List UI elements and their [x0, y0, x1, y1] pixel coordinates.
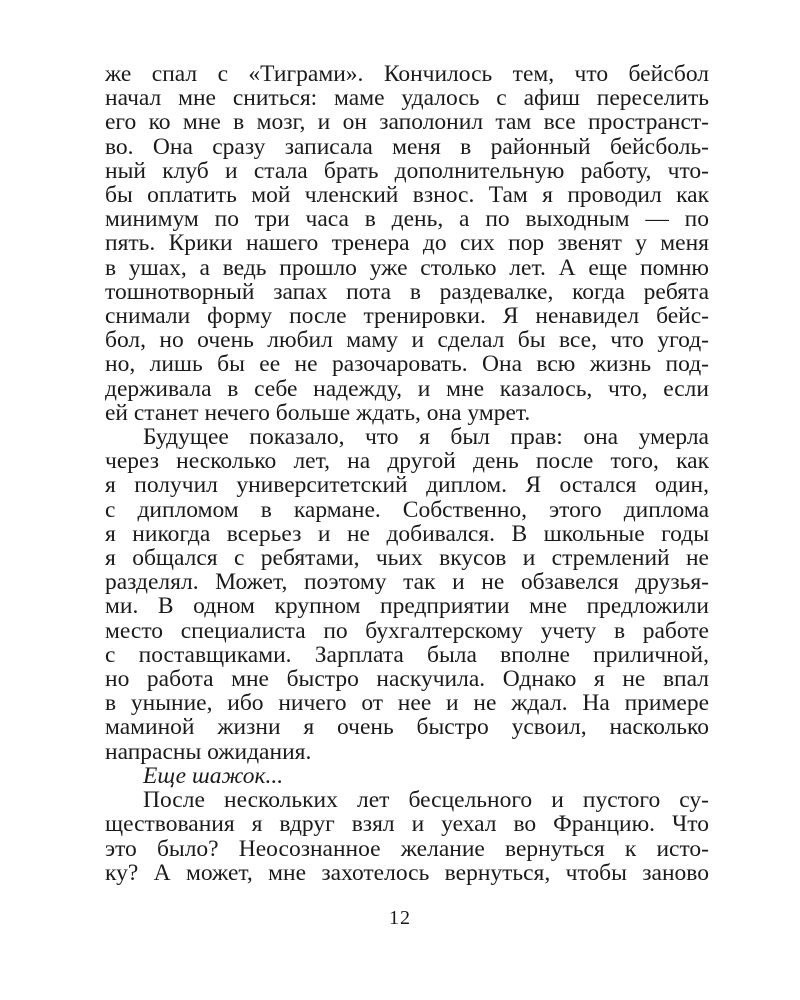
text-line: место специалиста по бухгалтерскому учету в работе: [105, 618, 709, 643]
text-line: разделял. Может, поэтому так и не обзавелся друзья-: [105, 570, 709, 595]
text-line: снимали форму после тренировки. Я ненавидел бейс-: [105, 304, 709, 329]
text-line: маминой жизни я очень быстро усвоил, насколько: [105, 715, 709, 740]
body-text: [105, 62, 709, 885]
text-line: ей станет нечего больше ждать, она умрет.: [105, 400, 531, 426]
italic-line: Еще шажок...: [143, 763, 284, 789]
text-line: После нескольких лет бесцельного и пустого су-: [143, 788, 709, 813]
text-line: бы оплатить мой членский взнос. Там я проводил как: [105, 183, 709, 208]
text-line: с поставщиками. Зарплата была вполне приличной,: [105, 642, 709, 668]
text-line: Будущее показало, что я был прав: она умерла: [143, 425, 709, 450]
text-line: держивала в себе надежду, и мне казалось, что, если: [105, 376, 709, 401]
text-line: ку? А может, мне захотелось вернуться, чтобы заново: [105, 860, 709, 885]
page-number: 12: [389, 907, 411, 929]
text-line: я получил университетский диплом. Я остался один,: [105, 473, 709, 498]
text-line: пять. Крики нашего тренера до сих пор звенят у меня: [105, 231, 709, 256]
text-line: напрасны ожидания.: [105, 739, 312, 764]
text-line: я общался с ребятами, чьих вкусов и стремлений не: [105, 546, 709, 571]
text-line: же спал с «Тиграми». Кончилось тем, что бейсбол: [105, 62, 709, 87]
text-line: через несколько лет, на другой день после того, как: [105, 449, 709, 474]
section-transition: [105, 764, 709, 788]
text-line: его ко мне в мозг, и он заполонил там все пространст-: [105, 110, 709, 135]
text-line: в уныние, ибо ничего от нее и не ждал. На примере: [105, 691, 709, 716]
text-line: ный клуб и стала брать дополнительную работу, что-: [105, 158, 709, 184]
text-line: тошнотворный запах пота в раздевалке, когда ребята: [105, 279, 709, 305]
paragraph-1: [105, 62, 709, 425]
text-line: с дипломом в кармане. Собственно, этого диплома: [105, 497, 709, 522]
text-line: это было? Неосознанное желание вернуться к исто-: [105, 836, 709, 861]
text-line: я никогда всерьез и не добивался. В школьные годы: [105, 521, 709, 547]
text-line: но работа мне быстро наскучила. Однако я не впал: [105, 667, 709, 692]
text-line: в ушах, а ведь прошло уже столько лет. А еще помню: [105, 255, 709, 280]
text-line: минимум по три часа в день, а по выходным — по: [105, 207, 709, 232]
book-page: [105, 62, 709, 885]
text-line: во. Она сразу записала меня в районный бейсболь-: [105, 134, 709, 159]
text-line: ми. В одном крупном предприятии мне предложили: [105, 594, 709, 619]
text-line: но, лишь бы ее не разочаровать. Она всю жизнь под-: [105, 352, 709, 377]
paragraph-3: [105, 788, 709, 885]
text-line: начал мне сниться: маме удалось с афиш переселить: [105, 86, 709, 111]
text-line: ществования я вдруг взял и уехал во Францию. Что: [105, 812, 709, 837]
text-line: бол, но очень любил маму и сделал бы все, что угод-: [105, 328, 709, 353]
paragraph-2: [105, 425, 709, 764]
